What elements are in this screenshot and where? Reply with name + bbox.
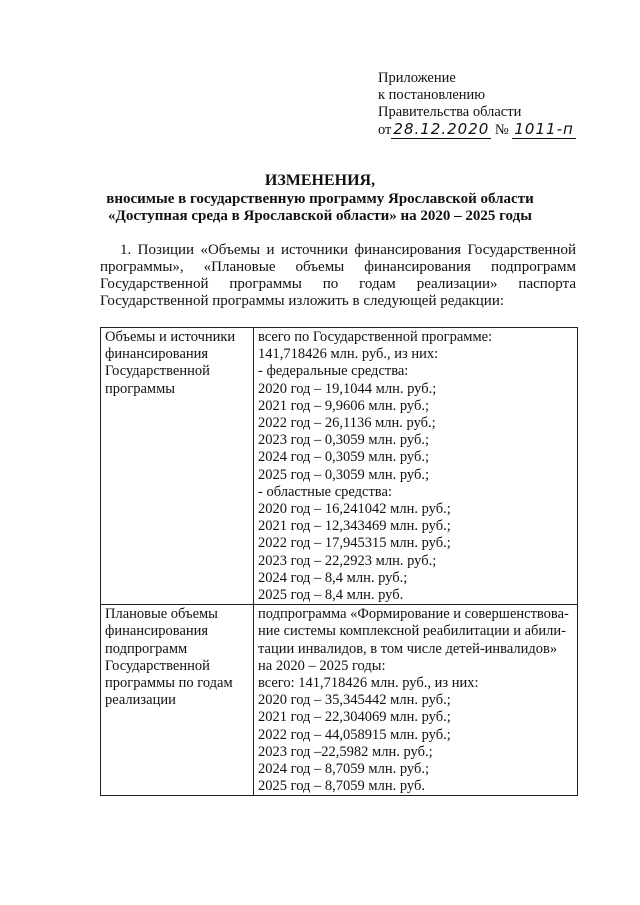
value-line: 2025 год – 0,3059 млн. руб.; <box>258 466 429 483</box>
label-line: финансирования <box>105 623 209 640</box>
value-line: 2022 год – 17,945315 млн. руб.; <box>258 535 451 552</box>
table-row <box>101 328 578 605</box>
document-title <box>90 172 550 225</box>
table-row <box>101 605 578 796</box>
row-value <box>254 605 578 796</box>
value-line: - федеральные средства: <box>258 363 409 380</box>
value-line: тации инвалидов, в том числе детей-инвалидов» <box>258 640 558 657</box>
number-prefix: № <box>494 122 509 138</box>
value-line: 2020 год – 19,1044 млн. руб.; <box>258 380 437 397</box>
value-line: 2024 год – 8,4 млн. руб.; <box>258 569 408 586</box>
value-line: - областные средства: <box>258 483 392 500</box>
value-line: 2023 год – 22,2923 млн. руб.; <box>258 552 437 569</box>
title-line-3: «Доступная среда в Ярославской области» на 2020 – 2025 годы <box>108 208 532 224</box>
label-line: Объемы и источники <box>105 329 236 345</box>
handwritten-date: 28.12.2020 <box>393 120 490 138</box>
value-line: 2021 год – 12,343469 млн. руб.; <box>258 518 451 535</box>
label-line: программы <box>105 380 175 397</box>
appendix-block <box>378 70 576 139</box>
row-label <box>101 328 254 605</box>
value-line: 2022 год – 44,058915 млн. руб.; <box>258 726 451 743</box>
appendix-line-1: Приложение <box>378 70 456 86</box>
value-line: всего по Государственной программе: <box>258 329 493 345</box>
passport-table <box>100 327 578 796</box>
label-line: финансирования <box>105 346 209 363</box>
value-line: всего: 141,718426 млн. руб., из них: <box>258 675 479 692</box>
label-line: программы по годам <box>105 675 233 692</box>
value-line: 2025 год – 8,7059 млн. руб. <box>258 778 425 795</box>
value-line: 2024 год – 8,7059 млн. руб.; <box>258 761 429 778</box>
row-value <box>254 328 578 605</box>
value-line: 2023 год –22,5982 млн. руб.; <box>258 743 433 760</box>
value-line: на 2020 – 2025 годы: <box>258 657 386 674</box>
decree-date-number <box>378 121 576 139</box>
appendix-line-3: Правительства области <box>378 104 522 120</box>
value-line: ние системы комплексной реабилитации и абили- <box>258 623 566 640</box>
value-line: 2021 год – 22,304069 млн. руб.; <box>258 709 451 726</box>
title-line-2: вносимые в государственную программу Ярославской области <box>106 191 534 207</box>
label-line: Государственной <box>105 657 210 674</box>
value-line: 2024 год – 0,3059 млн. руб.; <box>258 449 429 466</box>
value-line: подпрограмма «Формирование и совершенствова- <box>258 606 569 623</box>
value-line: 2021 год – 9,9606 млн. руб.; <box>258 397 429 414</box>
value-line: 2025 год – 8,4 млн. руб. <box>258 587 404 604</box>
row-label <box>101 605 254 796</box>
value-line: 2020 год – 35,345442 млн. руб.; <box>258 692 451 709</box>
value-line: 141,718426 млн. руб., из них: <box>258 346 439 363</box>
label-line: подпрограмм <box>105 640 188 657</box>
value-line: 2020 год – 16,241042 млн. руб.; <box>258 501 451 518</box>
label-line: реализации <box>105 692 176 709</box>
appendix-line-2: к постановлению <box>378 87 486 103</box>
date-prefix: от <box>378 122 392 138</box>
title-main: ИЗМЕНЕНИЯ, <box>264 172 376 189</box>
intro-text: 1. Позиции «Объемы и источники финансирования Государственной программы», «Плановые объемы финансирования подпрограмм Государственной программы по годам реализации» паспорта Государственной программы изложить в следующей редакции: <box>100 242 576 309</box>
value-line: 2022 год – 26,1136 млн. руб.; <box>258 415 436 432</box>
label-line: Государственной <box>105 363 210 380</box>
label-line: Плановые объемы <box>105 606 218 623</box>
handwritten-number: 1011-п <box>514 120 574 138</box>
value-line: 2023 год – 0,3059 млн. руб.; <box>258 432 429 449</box>
intro-paragraph <box>100 242 576 310</box>
